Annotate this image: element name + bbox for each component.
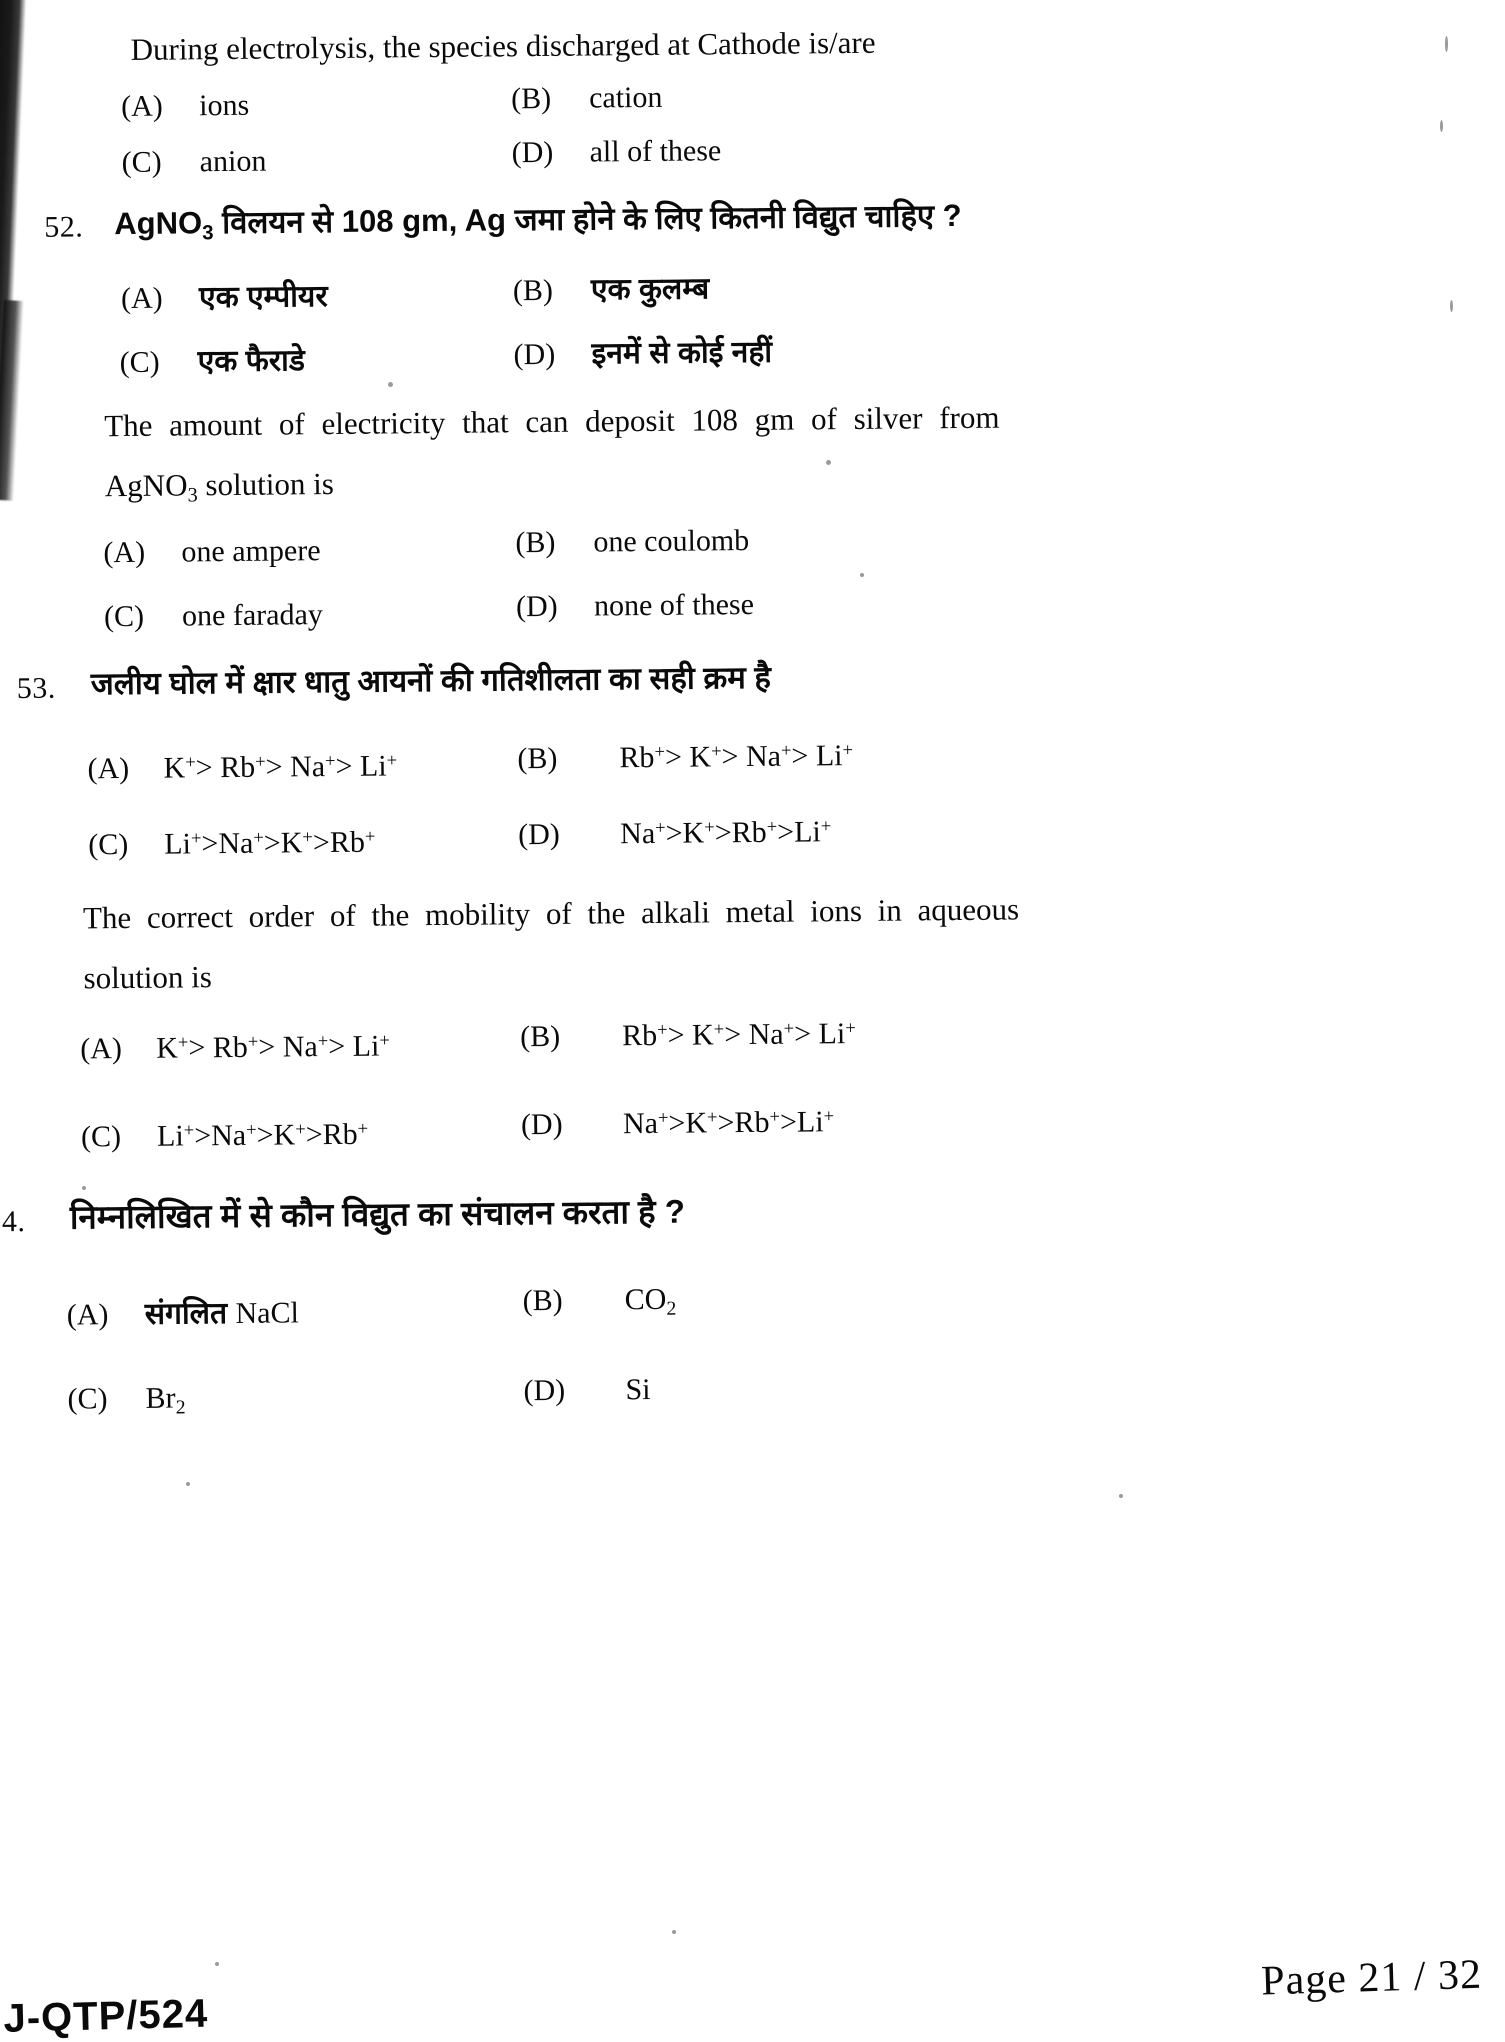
option-tag: (B) [512,273,554,308]
option-text: Rb+> K+> Na+> Li+ [621,1017,856,1053]
question-53-stem-english-line2: solution is [83,959,213,996]
option-text: none of these [593,587,755,623]
option-text: Na+>K+>Rb+>Li+ [620,815,832,851]
option-tag: (A) [121,89,163,124]
question-52-stem-english-line1: The amount of electricity that can deposit 108 gm of silver from [104,399,1000,444]
question-51-stem-english: During electrolysis, the species discharged at Cathode is/are [130,24,876,67]
subscript: 3 [187,484,198,507]
option-text: K+> Rb+> Na+> Li+ [163,749,398,785]
footer-page-number: Page 21 / 32 [1260,1951,1483,2005]
option-tag: (C) [121,145,162,180]
option-text: anion [199,144,267,179]
question-53-stem-hindi: जलीय घोल में क्षार धातु आयनों की गतिशीलता का सही क्रम है [90,659,772,702]
question-54-stem-hindi: निम्नलिखित में से कौन विद्युत का संचालन करता है ? [69,1192,686,1236]
question-52-option-b-english[interactable] [515,524,749,560]
question-52-stem-english-line2 [105,462,334,511]
question-53-option-c-english[interactable] [81,1118,368,1155]
question-54-number: 4. [1,1204,26,1239]
question-53-option-a-hindi[interactable] [87,749,397,786]
option-text: Rb+> K+> Na+> Li+ [619,739,854,775]
option-tag: (D) [511,135,554,170]
question-51-option-b[interactable] [511,81,663,116]
option-tag: (D) [513,337,556,372]
option-text: K+> Rb+> Na+> Li+ [156,1029,390,1065]
question-52-option-c-english[interactable] [104,598,323,634]
subscript: 3 [202,221,214,245]
question-52-stem-hindi-rest: विलयन से 108 gm, Ag जमा होने के लिए कितनी विद्युत चाहिए ? [213,197,962,241]
option-tag: (C) [103,599,145,634]
option-text: संगलित NaCl [144,1296,299,1331]
option-tag: (C) [67,1382,108,1416]
question-51-option-c[interactable] [122,145,267,180]
question-52-option-a-hindi[interactable] [121,274,328,317]
option-text: one ampere [181,534,321,569]
question-54-option-a-hindi[interactable] [67,1290,299,1333]
option-tag: (B) [519,1019,561,1054]
option-tag: (D) [518,817,561,852]
option-tag: (A) [103,535,146,570]
question-53-option-c-hindi[interactable] [88,826,375,863]
option-text: Na+>K+>Rb+>Li+ [622,1105,835,1141]
option-text: Li+>Na+>K+>Rb+ [164,825,376,861]
option-tag: (B) [510,81,552,116]
question-52-stem-hindi [114,194,962,248]
question-53-stem-english-line1: The correct order of the mobility of the alkali metal ions in aqueous [82,891,1020,936]
question-52-number: 52. [44,210,84,244]
option-tag: (A) [80,1032,123,1066]
formula-agno3-en: AgNO$_3$ [104,467,198,507]
option-tag: (C) [80,1120,122,1154]
option-text: एक एम्पीयर [198,280,328,315]
option-tag: (D) [515,589,558,624]
option-text: एक फैराडे [197,344,305,379]
question-51-option-d[interactable] [511,134,721,170]
question-53-option-d-hindi[interactable] [518,815,831,852]
question-52-stem-english-line2-rest: solution is [197,466,334,503]
question-53-option-d-english[interactable] [521,1105,834,1142]
question-52-option-d-hindi[interactable] [513,330,772,373]
option-tag: (B) [515,525,556,560]
question-54-option-d-hindi[interactable] [523,1373,650,1408]
option-text: Si [625,1373,651,1407]
option-text: cation [588,80,663,115]
question-52-option-a-english[interactable] [103,534,320,570]
option-text: one faraday [181,598,323,633]
option-tag: (B) [517,741,558,776]
question-52-option-b-hindi[interactable] [513,266,710,309]
question-54-option-b-hindi[interactable] [523,1283,677,1322]
option-text: one coulomb [593,524,750,559]
footer-paper-code: J-QTP/524 [2,1991,209,2041]
question-53-option-b-hindi[interactable] [517,739,853,776]
option-text: इनमें से कोई नहीं [591,335,773,371]
option-tag: (D) [520,1107,563,1142]
option-text: Li+>Na+>K+>Rb+ [156,1117,369,1153]
option-tag: (A) [66,1298,109,1332]
question-51-option-a[interactable] [121,89,249,124]
question-54-option-c-hindi[interactable] [67,1381,185,1420]
question-53-option-b-english[interactable] [520,1017,856,1054]
option-text: $CO_2$ [624,1282,677,1320]
option-text: ions [199,88,250,123]
option-text: एक कुलम्ब [590,272,710,307]
option-tag: (C) [119,345,160,380]
option-text: $Br_2$ [145,1381,186,1419]
option-tag: (C) [88,827,129,862]
question-53-option-a-english[interactable] [80,1029,390,1066]
question-52-option-d-english[interactable] [516,588,754,624]
question-53-number: 53. [16,671,56,706]
option-tag: (B) [522,1283,563,1318]
formula-agno3-hi: AgNO$_3$ [114,205,214,245]
option-tag: (A) [87,751,130,786]
option-tag: (A) [120,281,163,316]
option-tag: (D) [523,1373,566,1408]
question-52-option-c-hindi[interactable] [119,338,305,381]
option-text: all of these [589,134,722,169]
